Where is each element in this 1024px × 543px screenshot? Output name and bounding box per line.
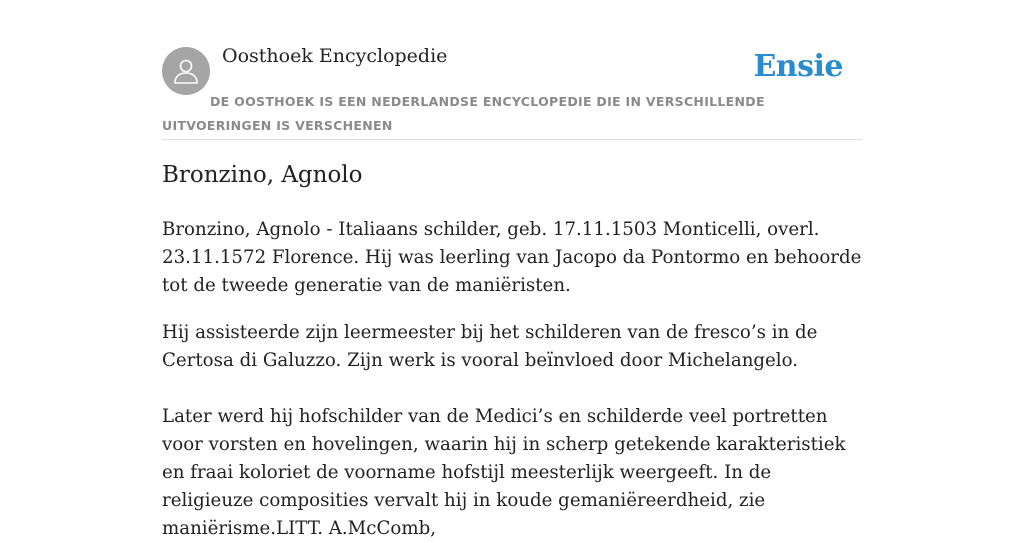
brand-logo[interactable]: Ensie — [753, 49, 843, 84]
source-description: DE OOSTHOEK IS EEN NEDERLANDSE ENCYCLOPEDIE DIE IN VERSCHILLENDE UITVOERINGEN IS VERSCHENEN — [162, 94, 765, 133]
article-paragraph: Later werd hij hofschilder van de Medici’s en schilderde veel portretten voor vorsten en hovelingen, waarin hij in scherp getekende karakteristiek en fraai koloriet de voorname hofstijl meesterlijk weergeeft. In de religieuze composities vervalt hij in koude gemaniëreerdheid, zie maniërisme.LITT. A.McComb, — [162, 406, 846, 539]
source-header — [162, 0, 862, 140]
source-title[interactable]: Oosthoek Encyclopedie — [222, 45, 448, 67]
content-column — [162, 0, 862, 539]
article-title: Bronzino, Agnolo — [162, 162, 363, 188]
article-body — [162, 216, 862, 543]
source-avatar[interactable] — [162, 47, 210, 95]
article-paragraph: Bronzino, Agnolo - Italiaans schilder, geb. 17.11.1503 Monticelli, overl. 23.11.1572 Florence. Hij was leerling van Jacopo da Pontormo en behoorde tot de tweede generatie van de maniëristen. — [162, 219, 862, 296]
user-silhouette-icon — [171, 56, 201, 86]
article-paragraph: Hij assisteerde zijn leermeester bij het schilderen van de fresco’s in de Certosa di Galuzzo. Zijn werk is vooral beïnvloed door Michelangelo. — [162, 322, 818, 371]
